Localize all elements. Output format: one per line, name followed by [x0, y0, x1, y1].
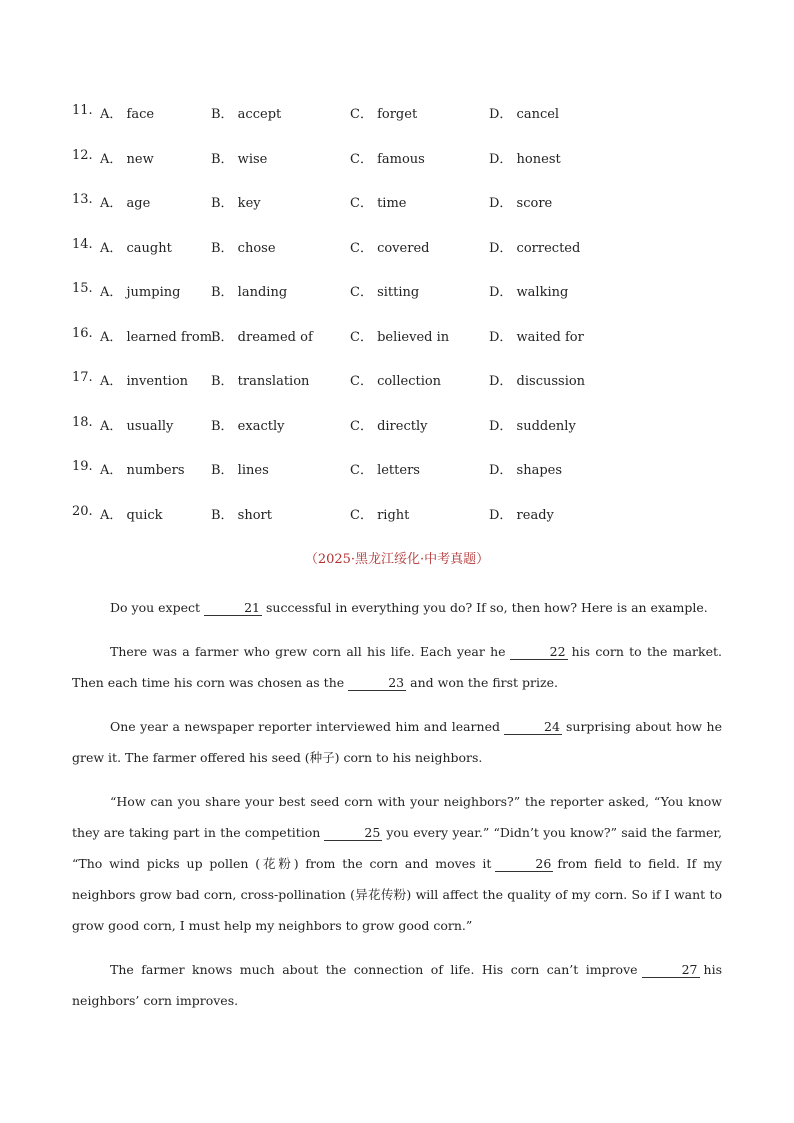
question-number: 16. — [72, 325, 93, 341]
option-a: A． learned from — [100, 329, 213, 345]
question-number: 11. — [72, 103, 93, 118]
option-d: D． suddenly — [489, 418, 576, 434]
option-b: B． accept — [211, 107, 282, 122]
passage-text: you every year.” “Didn’t you know?” said the farmer, “Tho wind picks up pollen (花粉) from the corn and moves it — [72, 825, 722, 871]
option-d: D． shapes — [489, 463, 563, 478]
option-b: B． exactly — [211, 418, 285, 434]
question-number: 20. — [72, 503, 93, 519]
passage-text: surprising about how he grew it. The farmer offered his seed (种子) corn to his neighbors. — [72, 719, 722, 765]
option-b: B． key — [211, 196, 261, 211]
paragraph-1 — [72, 592, 722, 623]
question-row-19 — [72, 459, 722, 504]
question-row-13 — [72, 192, 722, 237]
question-row-18 — [72, 415, 722, 460]
option-d: D． discussion — [489, 374, 586, 389]
question-number: 15. — [72, 281, 93, 296]
blank-24: 24 — [504, 719, 562, 735]
option-d: D． score — [489, 196, 553, 211]
paragraph-4 — [72, 786, 722, 941]
paragraph-3 — [72, 711, 722, 773]
blank-21: 21 — [204, 600, 262, 616]
question-number: 14. — [72, 236, 93, 252]
question-row-11 — [72, 103, 722, 148]
option-c: C． collection — [350, 374, 442, 389]
question-row-12 — [72, 148, 722, 193]
paragraph-5 — [72, 954, 722, 1016]
passage-text: The farmer knows much about the connection of life. His corn can’t improve — [110, 962, 638, 977]
option-a: A． numbers — [100, 463, 185, 478]
passage-text: his corn to the market. Then each time his corn was chosen as the — [72, 644, 722, 690]
question-row-17 — [72, 370, 722, 415]
option-d: D． waited for — [489, 329, 584, 345]
passage-text: One year a newspaper reporter interviewed him and learned — [110, 719, 500, 734]
option-b: B． dreamed of — [211, 329, 313, 345]
option-c: C． sitting — [350, 285, 420, 300]
option-a: A． new — [100, 151, 154, 167]
passage-text: his neighbors’ corn improves. — [72, 962, 722, 1008]
option-b: B． wise — [211, 151, 268, 167]
options-list — [72, 103, 722, 548]
option-b: B． landing — [211, 285, 288, 300]
option-d: D． ready — [489, 507, 554, 523]
blank-27: 27 — [642, 962, 700, 978]
question-row-14 — [72, 237, 722, 282]
blank-26: 26 — [495, 856, 553, 872]
paragraph-2 — [72, 636, 722, 698]
option-b: B． chose — [211, 240, 276, 256]
passage-text: successful in everything you do? If so, then how? Here is an example. — [266, 600, 708, 615]
question-number: 17. — [72, 370, 93, 385]
passage-text: “How can you share your best seed corn with your neighbors?” the reporter asked, “You know they are taking part in the competition — [72, 794, 722, 840]
option-c: C． forget — [350, 107, 418, 122]
option-c: C． covered — [350, 240, 430, 256]
option-a: A． usually — [100, 418, 174, 434]
exam-source: （2025·黑龙江绥化·中考真题） — [304, 552, 490, 567]
question-number: 19. — [72, 459, 93, 474]
option-b: B． translation — [211, 374, 310, 389]
passage-text: from field to field. If my neighbors grow bad corn, cross-pollination (异花传粉) will affect the quality of my corn. So if I want to grow good corn, I must help my neighbors to grow good corn.” — [72, 856, 722, 933]
question-number: 13. — [72, 192, 93, 207]
option-a: A． quick — [100, 507, 163, 523]
option-c: C． right — [350, 507, 410, 523]
option-a: A． jumping — [100, 285, 181, 300]
question-row-16 — [72, 326, 722, 371]
passage-text: and won the first prize. — [410, 675, 558, 690]
blank-23: 23 — [348, 675, 406, 691]
option-b: B． lines — [211, 463, 269, 478]
option-c: C． directly — [350, 418, 428, 434]
option-d: D． honest — [489, 151, 561, 167]
option-a: A． caught — [100, 240, 172, 256]
question-row-20 — [72, 504, 722, 549]
question-number: 18. — [72, 414, 93, 430]
option-c: C． believed in — [350, 329, 450, 345]
passage-text: Do you expect — [110, 600, 201, 615]
option-c: C． famous — [350, 151, 425, 167]
option-c: C． letters — [350, 463, 420, 478]
blank-22: 22 — [510, 644, 568, 660]
question-number: 12. — [72, 147, 93, 163]
option-a: A． face — [100, 107, 155, 122]
option-b: B． short — [211, 507, 272, 523]
option-d: D． cancel — [489, 107, 560, 122]
option-d: D． walking — [489, 285, 569, 300]
question-row-15 — [72, 281, 722, 326]
cloze-passage — [72, 592, 722, 1029]
option-d: D． corrected — [489, 240, 581, 256]
option-c: C． time — [350, 196, 407, 211]
blank-25: 25 — [324, 825, 382, 841]
option-a: A． invention — [100, 374, 189, 389]
option-a: A． age — [100, 196, 151, 211]
passage-text: There was a farmer who grew corn all his life. Each year he — [110, 644, 506, 659]
